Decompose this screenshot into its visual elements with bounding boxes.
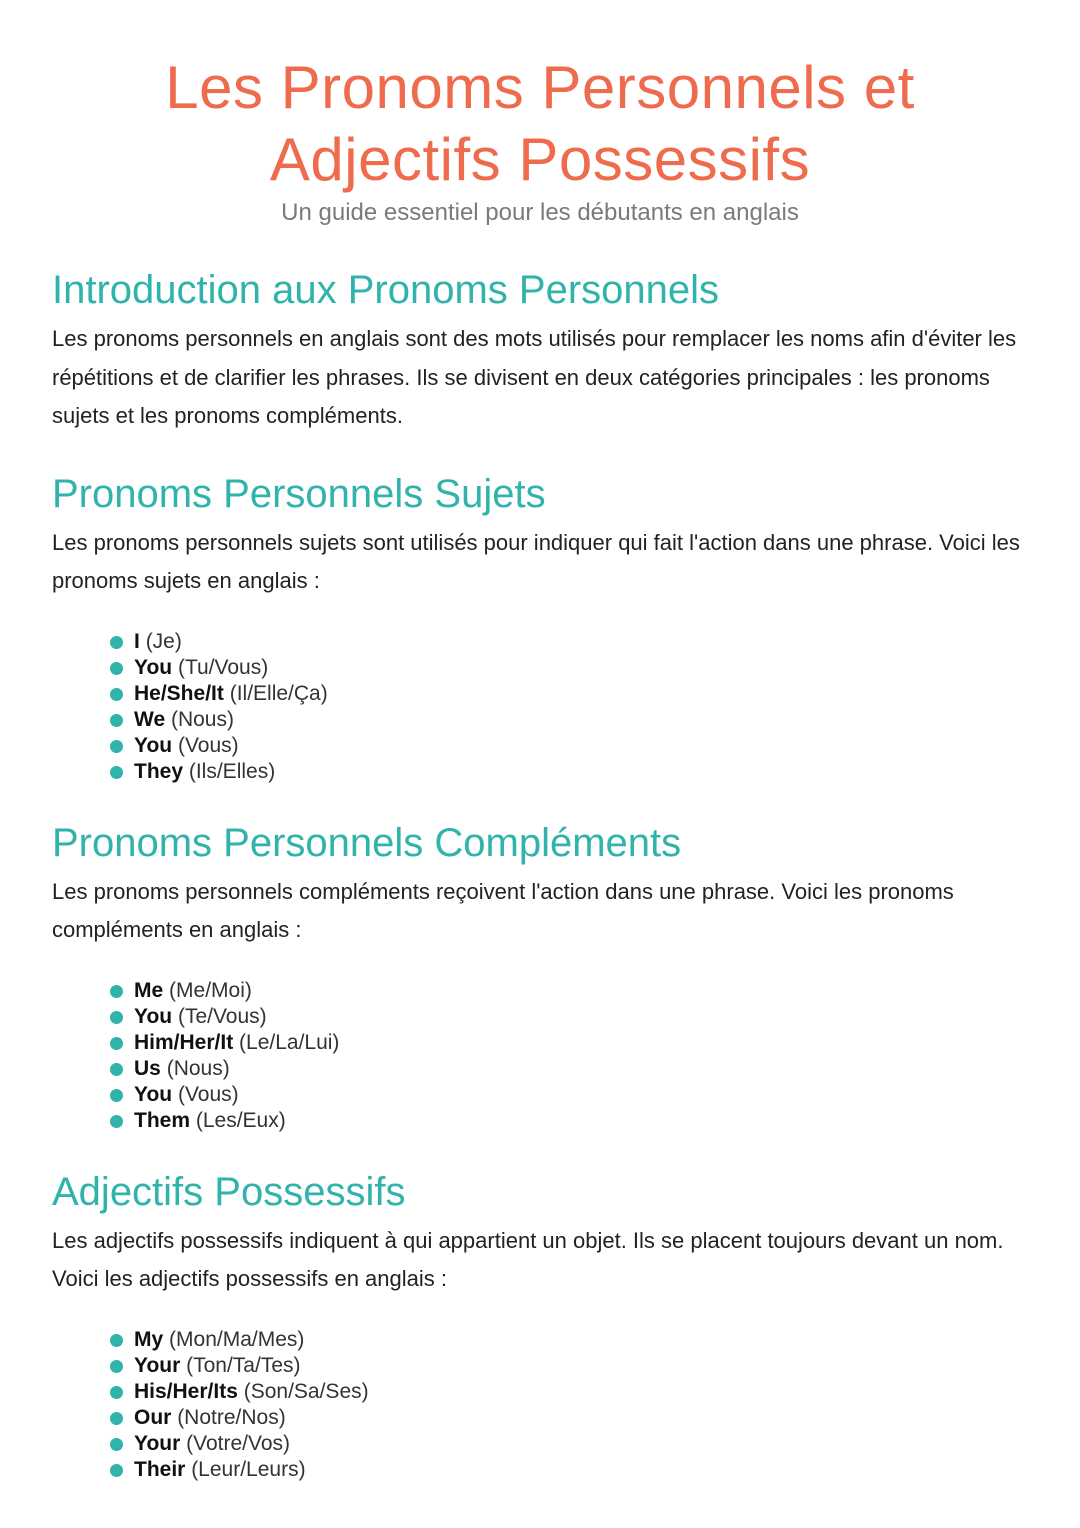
section-object-pronouns: [52, 819, 1028, 1134]
pronoun-term: I: [134, 629, 140, 653]
list-item: [110, 655, 1028, 681]
pronoun-term: You: [134, 655, 173, 679]
pronoun-translation: (Me/Moi): [169, 978, 252, 1002]
pronoun-translation: (Ils/Elles): [188, 759, 276, 783]
list-item: [110, 978, 1028, 1004]
section-paragraph: Les adjectifs possessifs indiquent à qui appartient un objet. Ils se placent toujours devant un nom. Voici les adjectifs possessifs en anglais :: [52, 1227, 1004, 1291]
bullet-dot-icon: [110, 1063, 123, 1076]
adjective-translation: (Votre/Vos): [186, 1431, 291, 1455]
list-item: [110, 1004, 1028, 1030]
pronoun-term: You: [134, 733, 173, 757]
section-heading: Pronoms Personnels Sujets: [52, 471, 546, 516]
list-item: [110, 681, 1028, 707]
bullet-dot-icon: [110, 1089, 123, 1102]
list-item: [110, 1405, 1028, 1431]
bullet-dot-icon: [110, 636, 123, 649]
section-heading: Adjectifs Possessifs: [52, 1169, 406, 1214]
list-item: [110, 1327, 1028, 1353]
pronoun-term: They: [134, 759, 184, 783]
page-title: [52, 52, 1028, 196]
section-introduction: [52, 266, 1028, 436]
pronoun-translation: (Je): [145, 629, 182, 653]
document-header: [52, 52, 1028, 230]
pronoun-term: We: [134, 707, 166, 731]
adjective-translation: (Ton/Ta/Tes): [186, 1353, 301, 1377]
list-item: [110, 707, 1028, 733]
adjective-term: Your: [134, 1431, 181, 1455]
pronoun-translation: (Nous): [166, 1056, 230, 1080]
bullet-dot-icon: [110, 1386, 123, 1399]
pronoun-term: He/She/It: [134, 681, 224, 705]
list-item: [110, 1030, 1028, 1056]
adjective-term: Our: [134, 1405, 172, 1429]
adjective-term: His/Her/Its: [134, 1379, 238, 1403]
pronoun-translation: (Vous): [177, 733, 239, 757]
list-item: [110, 1431, 1028, 1457]
list-item: [110, 1082, 1028, 1108]
adjective-translation: (Notre/Nos): [177, 1405, 286, 1429]
bullet-dot-icon: [110, 662, 123, 675]
section-possessive-adjectives: [52, 1168, 1028, 1483]
pronoun-term: Him/Her/It: [134, 1030, 234, 1054]
section-paragraph: Les pronoms personnels compléments reçoivent l'action dans une phrase. Voici les pronoms compléments en anglais :: [52, 878, 954, 942]
bullet-dot-icon: [110, 1334, 123, 1347]
bullet-dot-icon: [110, 1011, 123, 1024]
subject-pronoun-list: [52, 629, 1028, 785]
section-subject-pronouns: [52, 470, 1028, 785]
bullet-dot-icon: [110, 714, 123, 727]
adjective-term: Their: [134, 1457, 186, 1481]
pronoun-translation: (Il/Elle/Ça): [229, 681, 328, 705]
object-pronoun-list: [52, 978, 1028, 1134]
bullet-dot-icon: [110, 985, 123, 998]
adjective-term: My: [134, 1327, 164, 1351]
bullet-dot-icon: [110, 1412, 123, 1425]
pronoun-term: You: [134, 1082, 173, 1106]
list-item: [110, 1379, 1028, 1405]
adjective-translation: (Son/Sa/Ses): [243, 1379, 369, 1403]
bullet-dot-icon: [110, 1115, 123, 1128]
pronoun-translation: (Tu/Vous): [177, 655, 269, 679]
pronoun-term: Us: [134, 1056, 161, 1080]
bullet-dot-icon: [110, 1464, 123, 1477]
title-line-1: Les Pronoms Personnels et: [165, 54, 915, 121]
list-item: [110, 629, 1028, 655]
page-subtitle: Un guide essentiel pour les débutants en anglais: [281, 199, 799, 226]
section-heading: Introduction aux Pronoms Personnels: [52, 268, 720, 312]
bullet-dot-icon: [110, 688, 123, 701]
list-item: [110, 1353, 1028, 1379]
bullet-dot-icon: [110, 1037, 123, 1050]
adjective-translation: (Leur/Leurs): [191, 1457, 306, 1481]
adjective-term: Your: [134, 1353, 181, 1377]
title-line-2: Adjectifs Possessifs: [269, 126, 811, 193]
pronoun-term: Me: [134, 978, 164, 1002]
section-paragraph: Les pronoms personnels en anglais sont des mots utilisés pour remplacer les noms afin d'éviter les répétitions et de clarifier les phrases. Ils se divisent en deux catégories principales : les pronoms sujets et les pronoms compléments.: [52, 326, 1017, 428]
list-item: [110, 733, 1028, 759]
adjective-translation: (Mon/Ma/Mes): [169, 1327, 305, 1351]
possessive-adjective-list: [52, 1327, 1028, 1483]
section-paragraph: Les pronoms personnels sujets sont utilisés pour indiquer qui fait l'action dans une phrase. Voici les pronoms sujets en anglais :: [52, 529, 1020, 593]
pronoun-term: Them: [134, 1108, 191, 1132]
pronoun-term: You: [134, 1004, 173, 1028]
list-item: [110, 1457, 1028, 1483]
pronoun-translation: (Les/Eux): [195, 1108, 286, 1132]
pronoun-translation: (Vous): [177, 1082, 239, 1106]
section-heading: Pronoms Personnels Compléments: [52, 820, 682, 865]
pronoun-translation: (Nous): [170, 707, 234, 731]
list-item: [110, 1108, 1028, 1134]
bullet-dot-icon: [110, 740, 123, 753]
pronoun-translation: (Le/La/Lui): [239, 1030, 340, 1054]
list-item: [110, 759, 1028, 785]
bullet-dot-icon: [110, 1438, 123, 1451]
bullet-dot-icon: [110, 766, 123, 779]
list-item: [110, 1056, 1028, 1082]
pronoun-translation: (Te/Vous): [177, 1004, 267, 1028]
bullet-dot-icon: [110, 1360, 123, 1373]
